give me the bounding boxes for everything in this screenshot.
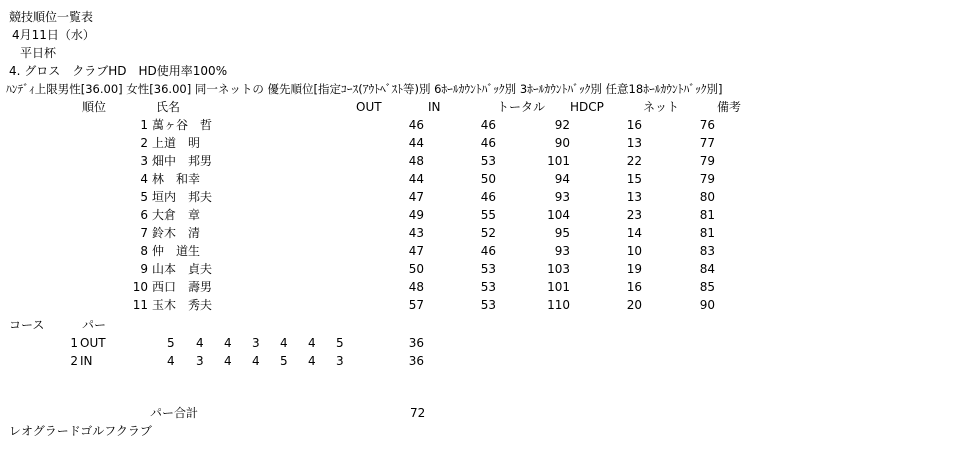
result-row bbox=[0, 136, 964, 154]
result-row bbox=[0, 226, 964, 244]
hole-par-cell: 3 bbox=[336, 354, 344, 368]
hdcp-cell: 15 bbox=[626, 172, 642, 186]
in-score-cell: 46 bbox=[480, 118, 496, 132]
net-score-cell: 81 bbox=[699, 208, 715, 222]
col-hdcp-header: HDCP bbox=[570, 100, 604, 114]
rank-cell: 9 bbox=[140, 262, 148, 276]
in-score-cell: 53 bbox=[480, 280, 496, 294]
net-score-cell: 79 bbox=[699, 172, 715, 186]
result-row bbox=[0, 280, 964, 298]
course-name-cell: IN bbox=[80, 354, 93, 368]
hdcp-cell: 23 bbox=[626, 208, 642, 222]
net-score-cell: 80 bbox=[699, 190, 715, 204]
result-row bbox=[0, 298, 964, 316]
in-score-cell: 55 bbox=[480, 208, 496, 222]
player-name-cell: 鈴木 清 bbox=[152, 226, 201, 240]
par-total-label: パー合計 bbox=[150, 406, 199, 420]
hdcp-cell: 22 bbox=[626, 154, 642, 168]
col-rank-header: 順位 bbox=[82, 100, 107, 114]
rank-cell: 4 bbox=[140, 172, 148, 186]
rank-cell: 11 bbox=[132, 298, 148, 312]
competition-format: 4. グロス クラブHD HD使用率100% bbox=[9, 64, 228, 78]
total-score-cell: 95 bbox=[554, 226, 570, 240]
result-row bbox=[0, 154, 964, 172]
col-out-header: OUT bbox=[356, 100, 382, 114]
in-score-cell: 46 bbox=[480, 190, 496, 204]
hole-par-cell: 5 bbox=[336, 336, 344, 350]
out-score-cell: 44 bbox=[408, 172, 424, 186]
col-remarks-header: 備考 bbox=[717, 100, 742, 114]
course-row bbox=[0, 354, 964, 372]
hole-par-cell: 3 bbox=[196, 354, 204, 368]
result-row bbox=[0, 262, 964, 280]
net-score-cell: 85 bbox=[699, 280, 715, 294]
out-score-cell: 47 bbox=[408, 190, 424, 204]
hole-par-cell: 4 bbox=[252, 354, 260, 368]
player-name-cell: 仲 道生 bbox=[152, 244, 201, 258]
hole-par-cell: 3 bbox=[252, 336, 260, 350]
rank-cell: 1 bbox=[140, 118, 148, 132]
hole-par-cell: 5 bbox=[280, 354, 288, 368]
hdcp-cell: 10 bbox=[626, 244, 642, 258]
course-par-total-cell: 36 bbox=[408, 336, 424, 350]
col-net-header: ネット bbox=[643, 100, 680, 114]
player-name-cell: 林 和幸 bbox=[152, 172, 201, 186]
hdcp-cell: 20 bbox=[626, 298, 642, 312]
total-score-cell: 101 bbox=[547, 280, 570, 294]
result-row bbox=[0, 244, 964, 262]
total-score-cell: 94 bbox=[554, 172, 570, 186]
hole-par-cell: 5 bbox=[167, 336, 175, 350]
in-score-cell: 53 bbox=[480, 262, 496, 276]
hole-par-cell: 4 bbox=[224, 354, 232, 368]
rank-cell: 5 bbox=[140, 190, 148, 204]
net-score-cell: 77 bbox=[699, 136, 715, 150]
hole-par-cell: 4 bbox=[308, 354, 316, 368]
rank-cell: 6 bbox=[140, 208, 148, 222]
rank-cell: 3 bbox=[140, 154, 148, 168]
course-no-cell: 2 bbox=[70, 354, 78, 368]
out-score-cell: 57 bbox=[408, 298, 424, 312]
net-score-cell: 81 bbox=[699, 226, 715, 240]
event-name: 平日杯 bbox=[20, 46, 57, 60]
total-score-cell: 93 bbox=[554, 190, 570, 204]
col-in-header: IN bbox=[428, 100, 441, 114]
out-score-cell: 48 bbox=[408, 280, 424, 294]
out-score-cell: 44 bbox=[408, 136, 424, 150]
player-name-cell: 山本 貞夫 bbox=[152, 262, 213, 276]
net-score-cell: 79 bbox=[699, 154, 715, 168]
net-score-cell: 90 bbox=[699, 298, 715, 312]
out-score-cell: 50 bbox=[408, 262, 424, 276]
net-score-cell: 84 bbox=[699, 262, 715, 276]
in-score-cell: 46 bbox=[480, 244, 496, 258]
club-name: レオグラードゴルフクラブ bbox=[9, 424, 152, 438]
player-name-cell: 西口 壽男 bbox=[152, 280, 213, 294]
column-header-row bbox=[0, 100, 964, 118]
total-score-cell: 103 bbox=[547, 262, 570, 276]
report-title: 競技順位一覧表 bbox=[9, 10, 94, 24]
hdcp-cell: 13 bbox=[626, 136, 642, 150]
rank-cell: 10 bbox=[132, 280, 148, 294]
in-score-cell: 53 bbox=[480, 154, 496, 168]
player-name-cell: 上道 明 bbox=[152, 136, 201, 150]
total-score-cell: 101 bbox=[547, 154, 570, 168]
player-name-cell: 萬ヶ谷 哲 bbox=[152, 118, 213, 132]
hdcp-cell: 16 bbox=[626, 118, 642, 132]
out-score-cell: 49 bbox=[408, 208, 424, 222]
hdcp-cell: 19 bbox=[626, 262, 642, 276]
total-score-cell: 93 bbox=[554, 244, 570, 258]
result-row bbox=[0, 190, 964, 208]
in-score-cell: 46 bbox=[480, 136, 496, 150]
col-total-header: トータル bbox=[497, 100, 546, 114]
total-score-cell: 104 bbox=[547, 208, 570, 222]
course-no-cell: 1 bbox=[70, 336, 78, 350]
hole-par-cell: 4 bbox=[167, 354, 175, 368]
col-name-header: 氏名 bbox=[156, 100, 181, 114]
in-score-cell: 52 bbox=[480, 226, 496, 240]
hole-par-cell: 4 bbox=[308, 336, 316, 350]
total-score-cell: 90 bbox=[554, 136, 570, 150]
player-name-cell: 大倉 章 bbox=[152, 208, 201, 222]
rank-cell: 8 bbox=[140, 244, 148, 258]
in-score-cell: 50 bbox=[480, 172, 496, 186]
hole-par-cell: 4 bbox=[196, 336, 204, 350]
result-row bbox=[0, 118, 964, 136]
result-row bbox=[0, 172, 964, 190]
total-score-cell: 110 bbox=[547, 298, 570, 312]
result-row bbox=[0, 208, 964, 226]
handicap-conditions: ﾊﾝﾃﾞｨ上限男性[36.00] 女性[36.00] 同一ネットの 優先順位[指定ｺｰｽ(ｱｳﾄﾍﾞｽﾄ等)別 6ﾎｰﾙｶｳﾝﾄﾊﾞｯｸ別 3ﾎｰﾙｶｳﾝﾄﾊﾞｯｸ別 任意18ﾎｰﾙｶｳﾝﾄﾊﾞｯｸ別] bbox=[6, 82, 723, 96]
player-name-cell: 垣内 邦夫 bbox=[152, 190, 213, 204]
par-label: パー bbox=[82, 318, 107, 332]
net-score-cell: 83 bbox=[699, 244, 715, 258]
in-score-cell: 53 bbox=[480, 298, 496, 312]
hdcp-cell: 16 bbox=[626, 280, 642, 294]
par-total-value: 72 bbox=[410, 406, 426, 420]
player-name-cell: 畑中 邦男 bbox=[152, 154, 213, 168]
out-score-cell: 48 bbox=[408, 154, 424, 168]
hdcp-cell: 14 bbox=[626, 226, 642, 240]
hdcp-cell: 13 bbox=[626, 190, 642, 204]
course-par-total-cell: 36 bbox=[408, 354, 424, 368]
rank-cell: 7 bbox=[140, 226, 148, 240]
out-score-cell: 46 bbox=[408, 118, 424, 132]
player-name-cell: 玉木 秀夫 bbox=[152, 298, 213, 312]
out-score-cell: 47 bbox=[408, 244, 424, 258]
hole-par-cell: 4 bbox=[224, 336, 232, 350]
out-score-cell: 43 bbox=[408, 226, 424, 240]
course-row bbox=[0, 336, 964, 354]
course-label: コース bbox=[9, 318, 45, 332]
course-name-cell: OUT bbox=[80, 336, 106, 350]
rank-cell: 2 bbox=[140, 136, 148, 150]
net-score-cell: 76 bbox=[699, 118, 715, 132]
total-score-cell: 92 bbox=[554, 118, 570, 132]
event-date: 4月11日（水） bbox=[12, 28, 95, 42]
hole-par-cell: 4 bbox=[280, 336, 288, 350]
